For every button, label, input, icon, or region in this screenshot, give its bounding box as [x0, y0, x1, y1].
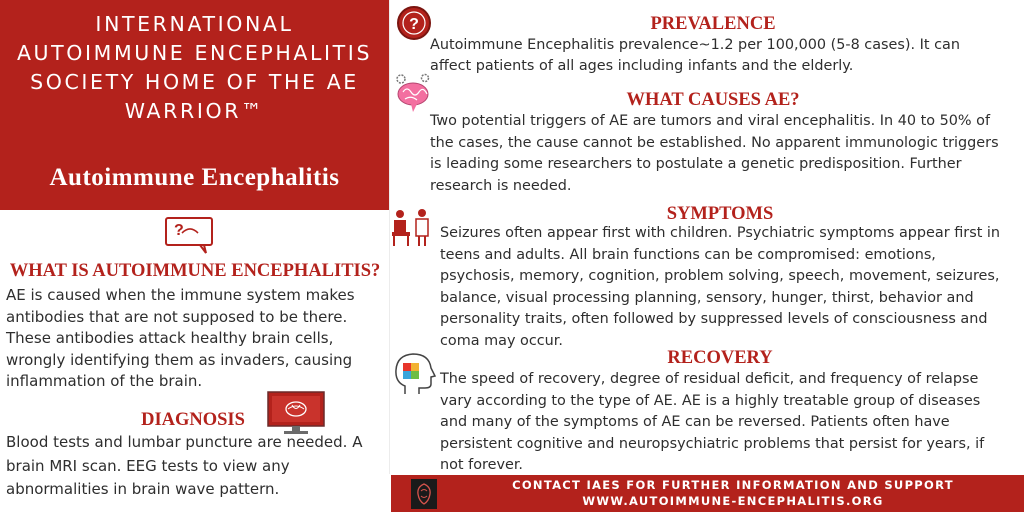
iaes-logo	[411, 479, 437, 509]
recovery-heading: RECOVERY	[667, 348, 773, 368]
head-puzzle-icon	[391, 350, 437, 396]
prevalence-text: Autoimmune Encephalitis prevalence~1.2 per 100,000 (5-8 cases). It can affect patients of all ages including infants and the elderly.	[430, 37, 960, 74]
symptoms-heading: SYMPTOMS	[666, 204, 774, 224]
causes-text: Two potential triggers of AE are tumors and viral encephalitis. In 40 to 50% of the cases, the cause cannot be established. No apparent immunologic triggers is leading some researchers to postulate a genetic predisposition. Further research is needed.	[430, 113, 999, 194]
prevalence-heading: PREVALENCE	[650, 14, 776, 34]
banner-subtitle: Autoimmune Encephalitis	[49, 164, 340, 191]
diagnosis-text: Blood tests and lumbar puncture are needed. A brain MRI scan. EEG tests to view any abnormalities in brain wave pattern.	[6, 433, 363, 498]
speech-bubble-question-icon	[160, 213, 216, 255]
recovery-text: The speed of recovery, degree of residual deficit, and frequency of relapse vary according to the type of AE. AE is a highly treatable group of diseases and many of the symptoms of AE can be reversed. Patients often have persistent cognitive and neuropsychiatric problems that persist for years, if not forever.	[440, 371, 985, 473]
org-title: INTERNATIONAL AUTOIMMUNE ENCEPHALITIS SOCIETY HOME OF THE AE WARRIOR™	[16, 12, 373, 123]
svg-text:?: ?	[174, 222, 184, 239]
patient-doctor-icon	[390, 206, 436, 248]
causes-heading: WHAT CAUSES AE?	[626, 90, 800, 110]
website-link[interactable]: WWW.AUTOIMMUNE-ENCEPHALITIS.ORG	[582, 494, 884, 508]
question-circle-icon	[396, 5, 432, 41]
svg-text:?: ?	[409, 16, 419, 33]
what-is-ae-heading: WHAT IS AUTOIMMUNE ENCEPHALITIS?	[9, 261, 381, 281]
diagnosis-heading: DIAGNOSIS	[141, 410, 245, 430]
brain-gears-icon	[393, 70, 433, 114]
symptoms-text: Seizures often appear first with children. Psychiatric symptoms appear first in teens and adults. All brain functions can be compromised: emotions, psychosis, memory, cognition, problem solving, speech, movement, seizures, balance, visual processing planning, sensory, hunger, thirst, behavior and personality traits, often followed by suppressed levels of consciousness and coma may occur.	[440, 225, 1001, 349]
what-is-ae-text: AE is caused when the immune system makes antibodies that are not supposed to be there. These antibodies attack healthy brain cells, wrongly identifying them as invaders, causing inflammation of the brain.	[6, 286, 355, 390]
contact-line: CONTACT IAES FOR FURTHER INFORMATION AND SUPPORT	[512, 478, 954, 492]
computer-brain-scan-icon	[266, 390, 326, 436]
contact-footer	[391, 475, 1024, 512]
title-banner	[0, 0, 389, 210]
